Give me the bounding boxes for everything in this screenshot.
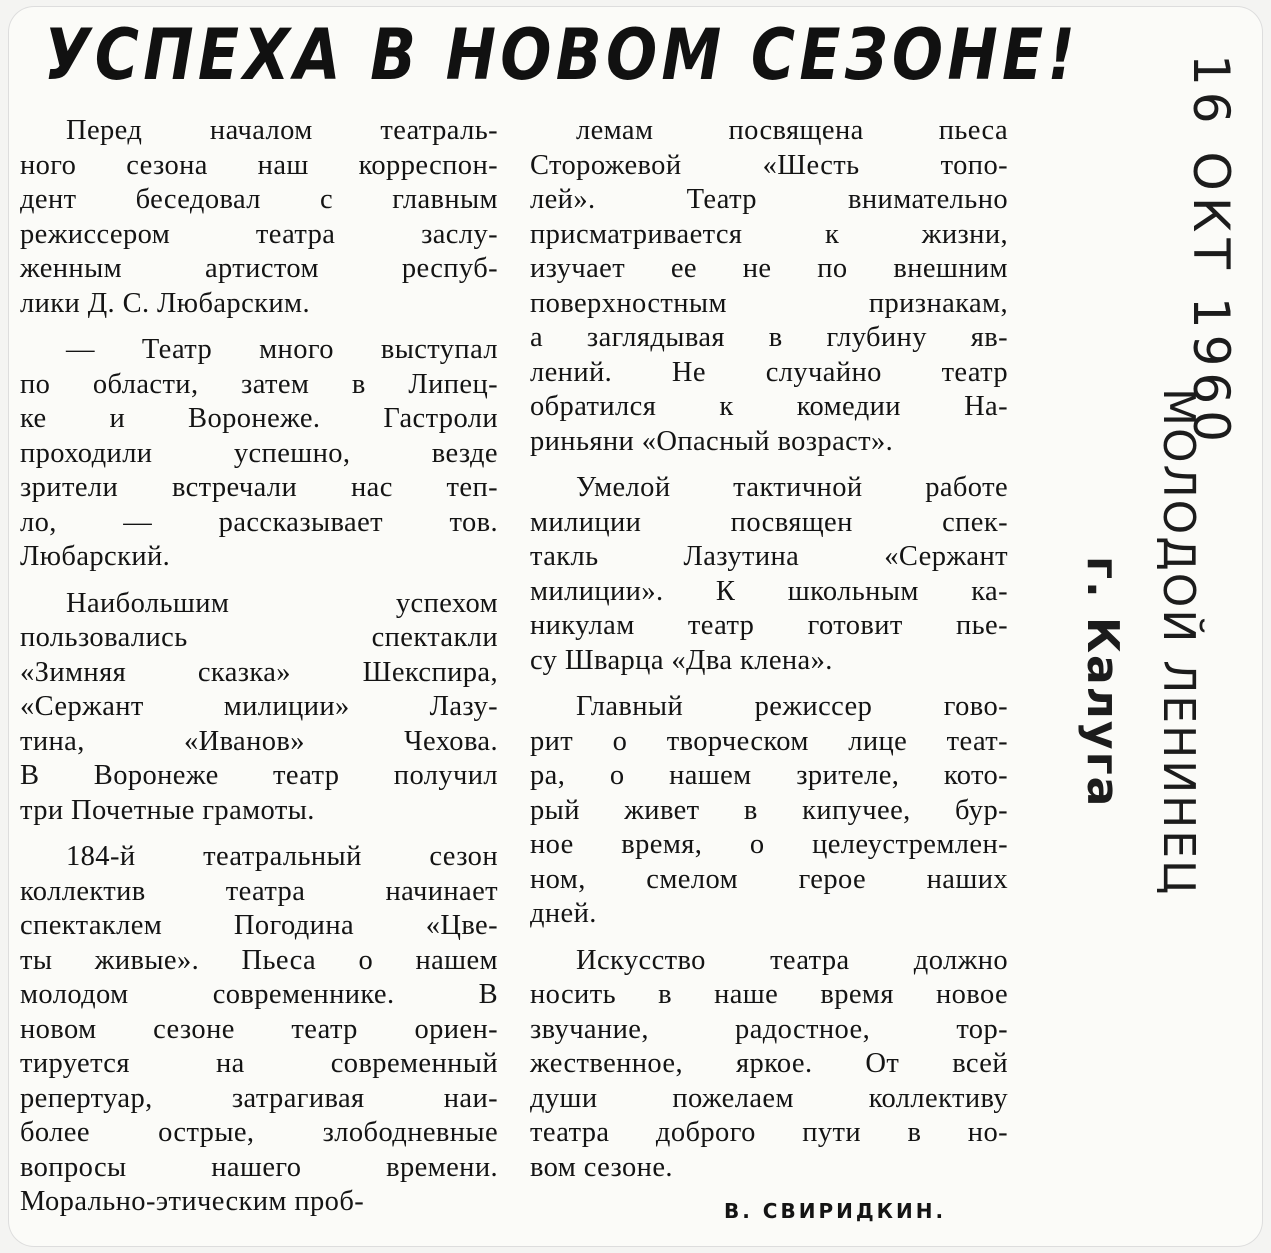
article-line: жественное, яркое. От всей bbox=[530, 1048, 1008, 1079]
article-line: Перед началом театраль- bbox=[66, 115, 498, 146]
article-line: лений. Не случайно театр bbox=[530, 356, 1008, 388]
article-line: проходили успешно, везде bbox=[20, 437, 498, 469]
article-line: а заглядывая в глубину яв- bbox=[530, 322, 1008, 353]
article-line: дней. bbox=[530, 898, 597, 929]
article-line: тина, «Иванов» Чехова. bbox=[20, 725, 498, 757]
article-line: ном, смелом герое наших bbox=[530, 863, 1008, 895]
article-column-right bbox=[530, 114, 1008, 1185]
article-line: обратился к комедии На- bbox=[530, 391, 1008, 422]
article-line: поверхностным признакам, bbox=[530, 287, 1008, 319]
article-line: В Воронеже театр получил bbox=[20, 760, 498, 791]
article-line: зрители встречали нас теп- bbox=[20, 472, 498, 503]
city-stamp: г. Калуга bbox=[1077, 556, 1128, 809]
article-line: по области, затем в Липец- bbox=[20, 368, 498, 400]
article-line: более острые, злободневные bbox=[20, 1117, 498, 1148]
article-line: Сторожевой «Шесть топо- bbox=[530, 149, 1008, 181]
article-line: дент беседовал с главным bbox=[20, 184, 498, 215]
article-line: ке и Воронеже. Гастроли bbox=[20, 403, 498, 434]
date-stamp: 16 ОКТ 1960 bbox=[1182, 54, 1240, 449]
article-line: молодом современнике. В bbox=[20, 979, 498, 1010]
article-line: «Зимняя сказка» Шекспира, bbox=[20, 656, 498, 688]
article-line: Любарский. bbox=[20, 541, 171, 572]
article-line: спектаклем Погодина «Цве- bbox=[20, 910, 498, 941]
article-line: милиции». К школьным ка- bbox=[530, 575, 1008, 607]
article-line: «Сержант милиции» Лазу- bbox=[20, 691, 498, 722]
headline: УСПЕХА В НОВОМ СЕЗОНЕ! bbox=[44, 14, 1080, 96]
article-line: Главный режиссер гово- bbox=[576, 691, 1008, 722]
article-line: — Театр много выступал bbox=[66, 334, 498, 365]
article-line: лемам посвящена пьеса bbox=[576, 115, 1008, 146]
article-line: звучание, радостное, тор- bbox=[530, 1013, 1008, 1045]
article-line: милиции посвящен спек- bbox=[530, 506, 1008, 538]
article-line: театра доброго пути в но- bbox=[530, 1117, 1008, 1148]
article-line: присматривается к жизни, bbox=[530, 218, 1008, 250]
article-line: рит о творческом лице теат- bbox=[530, 725, 1008, 757]
article-line: репертуар, затрагивая наи- bbox=[20, 1082, 498, 1114]
article-line: изучает ее не по внешним bbox=[530, 253, 1008, 284]
article-line: Наибольшим успехом bbox=[66, 587, 498, 619]
article-line: рый живет в кипучее, бур- bbox=[530, 794, 1008, 826]
article-line: ного сезона наш корреспон- bbox=[20, 149, 498, 181]
article-line: риньяни «Опасный возраст». bbox=[530, 425, 894, 457]
article-line: тируется на современный bbox=[20, 1048, 498, 1079]
newspaper-name-stamp: МОЛОДОЙ ЛЕНИНЕЦ bbox=[1153, 388, 1204, 897]
author-signature: В. СВИРИДКИН. bbox=[724, 1199, 947, 1223]
article-column-left bbox=[20, 114, 498, 1220]
article-line: режиссером театра заслу- bbox=[20, 218, 498, 250]
article-line: никулам театр готовит пье- bbox=[530, 610, 1008, 641]
article-line: женным артистом респуб- bbox=[20, 253, 498, 284]
article-line: Морально-этическим проб- bbox=[20, 1186, 365, 1217]
article-line: души пожелаем коллективу bbox=[530, 1082, 1008, 1114]
article-line: су Шварца «Два клена». bbox=[530, 644, 833, 676]
article-line: 184-й театральный сезон bbox=[66, 841, 498, 872]
article-line: ра, о нашем зрителе, кото- bbox=[530, 760, 1008, 791]
article-line: ты живые». Пьеса о нашем bbox=[20, 944, 498, 976]
article-line: новом сезоне театр ориен- bbox=[20, 1013, 498, 1045]
article-line: коллектив театра начинает bbox=[20, 875, 498, 907]
article-line: такль Лазутина «Сержант bbox=[530, 541, 1008, 572]
article-line: вом сезоне. bbox=[530, 1151, 673, 1183]
article-line: вопросы нашего времени. bbox=[20, 1151, 498, 1183]
newspaper-clipping bbox=[8, 6, 1263, 1247]
article-line: Искусство театра должно bbox=[576, 944, 1008, 976]
article-line: лики Д. С. Любарским. bbox=[20, 287, 310, 319]
article-line: ло, — рассказывает тов. bbox=[20, 506, 498, 538]
article-line: ное время, о целеустремлен- bbox=[530, 829, 1008, 860]
article-line: три Почетные грамоты. bbox=[20, 794, 315, 826]
article-line: носить в наше время новое bbox=[530, 979, 1008, 1010]
article-line: Умелой тактичной работе bbox=[576, 472, 1008, 503]
article-line: лей». Театр внимательно bbox=[530, 184, 1008, 215]
article-line: пользовались спектакли bbox=[20, 622, 498, 653]
